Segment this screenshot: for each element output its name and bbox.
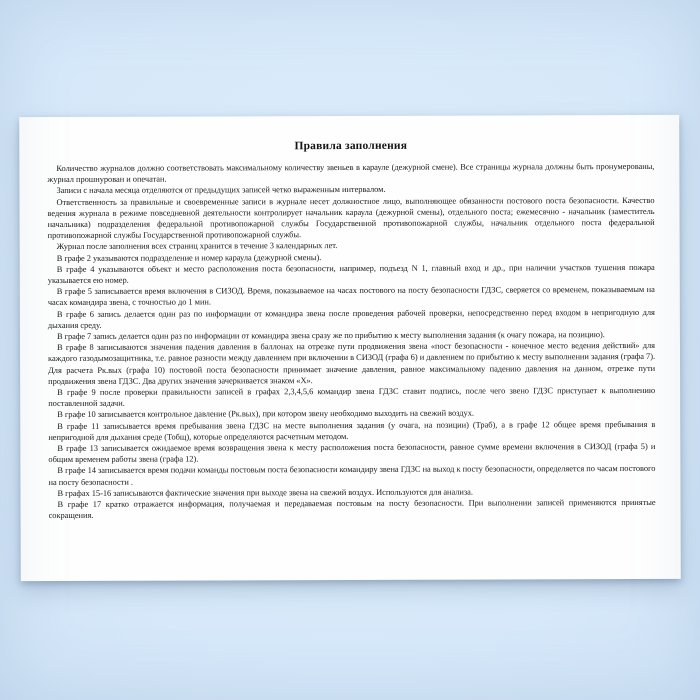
document-title: Правила заполнения	[294, 139, 408, 153]
paragraph-11: В графе 9 после проверки правильности записей в графах 2,3,4,5,6 командир звена ГДЗС ставит подпись, после чего звено ГДЗС приступает к выполнению поставленной задачи.	[48, 384, 656, 409]
document-body	[47, 161, 655, 522]
paragraph-7: В графе 5 записывается время включения в СИЗОД. Время, показываемое на часах постового на посту безопасности ГДЗС, сверяется со временем, показываемым на часах командира звена, с точностью до 1 мин.	[47, 284, 655, 308]
paragraph-6: В графе 4 указываются объект и место расположения поста безопасности, например, подъезд N 1, главный вход и др., при наличии участков тушения пожара указывается ею номер.	[47, 261, 655, 286]
paragraph-17: В графе 17 кратко отражается информация, получаемая и передаваемая постовым на посту безопасности. При выполнении записей применяются принятые сокращения.	[48, 497, 656, 521]
paragraph-16: В графах 15-16 записываются фактические значения при выходе звена на свежий воздух. Используются для анализа.	[57, 486, 473, 498]
paragraph-13: В графе 11 записывается время пребывания звена ГДЗС на месте выполнения задания (у очага, на позиции) (Траб), а в графе 12 общее время пребывания в непригодной для дыхания среде (Тобщ), которые определяются расчетным методом.	[48, 418, 656, 442]
paragraph-10: В графе 8 записываются значения падения давления в баллонах на отрезке пути продвижения звена «пост безопасности - конечное место ведения действий» для каждого газодымозащитника, т.е. равное разности между давлением при включении в СИЗОД (графа 6) и давлением по прибытию к месту выполнении задания (графа 7). Для расчета Рк.вых (графа 10) постовой поста безопасности принимает значение давления, равное максимальному падению давления на данном, отрезке пути продвижения звена ГДЗС. Два других значения зачеркивается знаком «Х».	[48, 340, 656, 386]
paragraph-12: В графе 10 записывается контрольное давление (Рк.вых), при котором звену необходимо выходить на свежий воздух.	[57, 408, 474, 420]
paragraph-1: Количество журналов должно соответствовать максимальному количеству звеньев в карауле (дежурной смене). Все страницы журнала должны быть пронумерованы, журнал прошнурован и опечатан.	[47, 160, 655, 185]
paragraph-9: В графе 7 запись делается один раз по информации от командира звена сразу же по прибытию к месту выполнения задания (к очагу пожара, на позицию).	[56, 329, 605, 342]
paragraph-14: В графе 13 записывается ожидаемое время возвращения звена к месту расположения поста безопасности, равное сумме времени включения в СИЗОД (графа 5) и общим временем работы звена (графа 12).	[48, 441, 656, 465]
document-page	[19, 115, 681, 581]
paragraph-3: Ответственность за правильные и своевременные записи в журнале несет должностное лицо, выполняющее обязанности постового поста безопасности. Качество ведения журнала в режиме повседневной деятельности контролирует начальник караула (дежурной смены), отдельного поста; ежемесячно - начальник (заместитель начальника) подразделения федеральной противопожарной службы Государственной противопожарной службы, начальник отдельного поста федеральной противопожарной службы Государственной противопожарной службы.	[47, 194, 655, 241]
paragraph-15: В графе 14 записывается время подачи команды постовым поста безопасности командиру звена ГДЗС на выход к посту безопасности, определяется по часам постового на посту безопасности .	[48, 463, 656, 487]
paragraph-4: Журнал после заполнения всех страниц хранится в течение 3 календарных лет.	[56, 240, 338, 252]
paragraph-8: В графе 6 запись делается один раз по информации от командира звена после проведения рабочей проверки, непосредственно перед входом в непригодную для дыхания среду.	[47, 306, 655, 330]
paragraph-2: Записи с начала месяца отделяются от предыдущих записей четко выраженным интервалом.	[56, 184, 386, 196]
paragraph-5: В графе 2 указываются подразделение и номер караула (дежурной смены).	[56, 251, 322, 263]
